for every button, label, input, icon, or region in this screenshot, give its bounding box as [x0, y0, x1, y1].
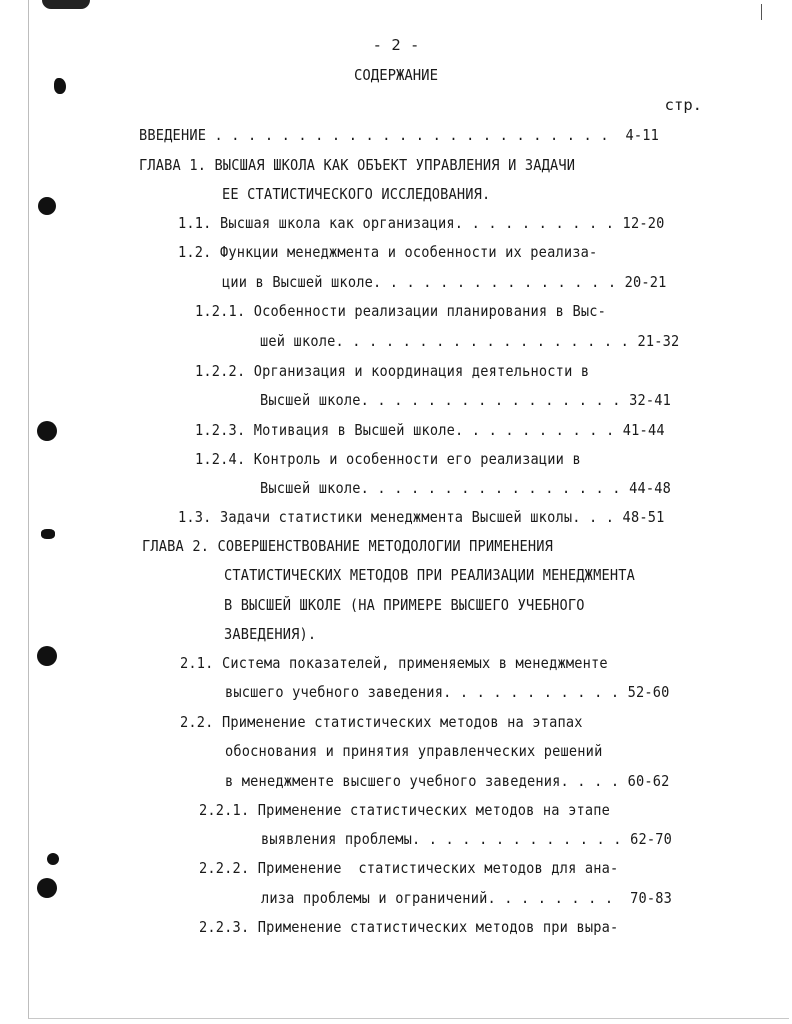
- toc-entry: лиза проблемы и ограничений. . . . . . . . 70-83: [261, 889, 673, 907]
- punch-hole: [37, 878, 57, 898]
- toc-entry: В ВЫСШЕЙ ШКОЛЕ (НА ПРИМЕРЕ ВЫСШЕГО УЧЕБНОГО: [224, 596, 585, 614]
- toc-entry: 2.2.2. Применение статистических методов для ана-: [199, 859, 619, 877]
- toc-entry: обоснования и принятия управленческих решений: [225, 742, 603, 760]
- punch-hole: [37, 421, 57, 441]
- toc-entry: высшего учебного заведения. . . . . . . . . . . 52-60: [225, 683, 670, 701]
- page-title: СОДЕРЖАНИЕ: [353, 66, 438, 84]
- toc-entry: 2.1. Система показателей, применяемых в менеджменте: [180, 654, 608, 672]
- toc-entry: выявления проблемы. . . . . . . . . . . . . 62-70: [261, 830, 673, 848]
- margin-mark: [47, 853, 59, 865]
- toc-entry: 1.3. Задачи статистики менеджмента Высшей школы. . . 48-51: [178, 508, 665, 526]
- toc-entry: 1.2.3. Мотивация в Высшей школе. . . . . . . . . . 41-44: [195, 421, 665, 439]
- toc-entry: Высшей школе. . . . . . . . . . . . . . . . 44-48: [260, 479, 672, 497]
- scan-blot: [42, 0, 90, 9]
- toc-entry: 1.2.4. Контроль и особенности его реализации в: [195, 450, 581, 468]
- scan-mark: [761, 4, 762, 20]
- toc-entry: ции в Высшей школе. . . . . . . . . . . . . . . 20-21: [222, 273, 667, 291]
- page-column-header: стр.: [664, 96, 702, 114]
- toc-entry: шей школе. . . . . . . . . . . . . . . . . . 21-32: [260, 332, 680, 350]
- toc-entry: 2.2. Применение статистических методов на этапах: [180, 713, 583, 731]
- page-number: - 2 -: [372, 36, 420, 54]
- toc-entry: ГЛАВА 2. СОВЕРШЕНСТВОВАНИЕ МЕТОДОЛОГИИ ПРИМЕНЕНИЯ: [142, 537, 554, 555]
- toc-entry: 1.2.1. Особенности реализации планирования в Выс-: [195, 302, 607, 320]
- toc-entry: ЕЕ СТАТИСТИЧЕСКОГО ИССЛЕДОВАНИЯ.: [222, 185, 491, 203]
- toc-entry: Высшей школе. . . . . . . . . . . . . . . . 32-41: [260, 391, 672, 409]
- toc-entry: 1.1. Высшая школа как организация. . . . . . . . . . 12-20: [178, 214, 665, 232]
- toc-entry: 1.2. Функции менеджмента и особенности их реализа-: [178, 243, 598, 261]
- margin-mark: [41, 529, 55, 539]
- margin-mark: [38, 197, 56, 215]
- punch-hole: [37, 646, 57, 666]
- toc-entry: в менеджменте высшего учебного заведения. . . . 60-62: [225, 772, 670, 790]
- toc-entry: ЗАВЕДЕНИЯ).: [224, 625, 317, 643]
- toc-entry: СТАТИСТИЧЕСКИХ МЕТОДОВ ПРИ РЕАЛИЗАЦИИ МЕНЕДЖМЕНТА: [224, 566, 636, 584]
- toc-entry: 2.2.1. Применение статистических методов на этапе: [199, 801, 611, 819]
- toc-entry: 1.2.2. Организация и координация деятельности в: [195, 362, 590, 380]
- toc-entry: ГЛАВА 1. ВЫСШАЯ ШКОЛА КАК ОБЪЕКТ УПРАВЛЕНИЯ И ЗАДАЧИ: [139, 156, 576, 174]
- toc-entry: ВВЕДЕНИЕ . . . . . . . . . . . . . . . . . . . . . . . . 4-11: [139, 126, 660, 144]
- toc-entry: 2.2.3. Применение статистических методов при выра-: [199, 918, 619, 936]
